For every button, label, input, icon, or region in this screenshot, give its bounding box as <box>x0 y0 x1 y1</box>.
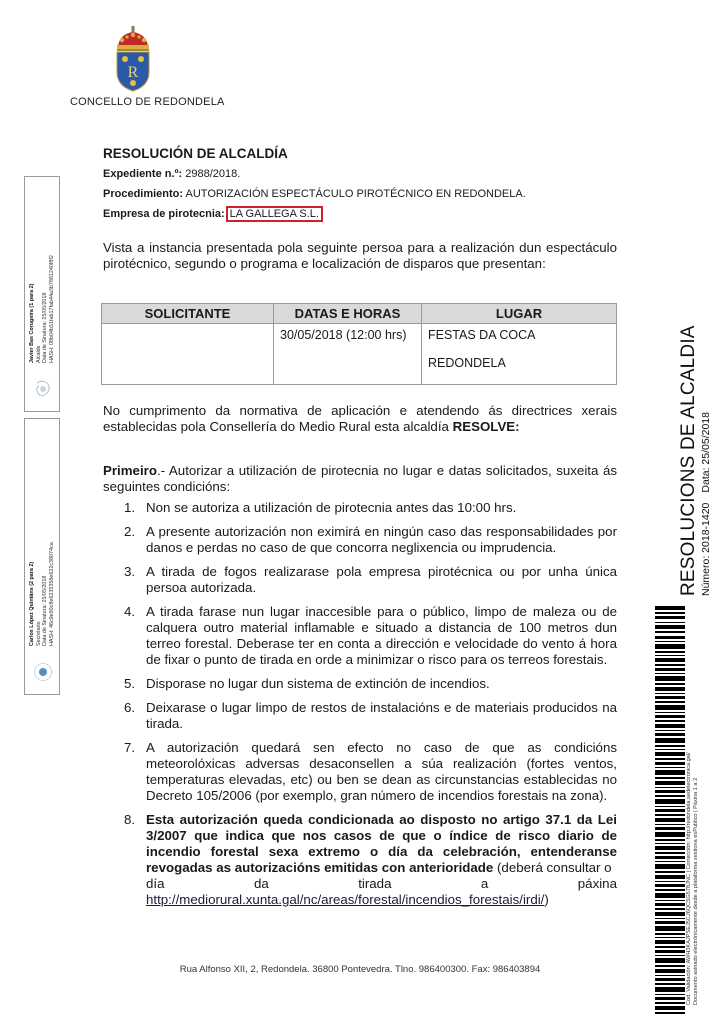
expediente-line <box>103 168 240 180</box>
primeiro-text: .- Autorizar a utilización de pirotecnia no lugar e datas solicitados, suxeita ás seguintes condicións: <box>103 463 617 494</box>
stamp-details <box>700 316 712 596</box>
lugar-line: FESTAS DA COCA <box>428 328 536 342</box>
list-number: 6. <box>124 700 136 715</box>
link-line <box>146 892 617 908</box>
list-number: 5. <box>124 676 136 691</box>
signer-name: Javier Bas Corugeira (1 para 2) <box>29 283 35 363</box>
signer-role: Secretario <box>35 621 42 646</box>
signer-role: Alcalde <box>35 345 42 363</box>
resolve-text: No cumprimento da normativa de aplicación e atendendo ás directrices xerais establecidas pola Consellería do Medio Rural esta alcaldía <box>103 403 617 434</box>
signature-date: Data de Sinatura: 25/05/2018 <box>42 292 49 363</box>
primeiro-label: Primeiro <box>103 463 157 478</box>
resolution-stamp <box>678 316 718 596</box>
column-header-datas: DATAS E HORAS <box>274 304 422 324</box>
footer-address-text: Rua Alfonso XII, 2, Redondela. 36800 Pontevedra. Tlno. 986400300. Fax: 986403894 <box>179 964 541 975</box>
cell-datas: 30/05/2018 (12:00 hrs) <box>274 324 422 385</box>
list-number: 3. <box>124 564 136 579</box>
list-item <box>120 676 617 692</box>
list-number: 4. <box>124 604 136 619</box>
list-number: 7. <box>124 740 136 755</box>
table-row <box>102 324 617 385</box>
signature-hash: HASH: 46c9e90c8e6235358e622c38074ca <box>48 542 55 646</box>
word: da <box>253 876 269 891</box>
procedimiento-value: AUTORIZACIÓN ESPECTÁCULO PIROTÉCNICO EN REDONDELA. <box>185 188 526 200</box>
cell-lugar <box>422 324 617 385</box>
validation-line-2: Documento asinado electrónicamente desde a plataforma xestiona esPublico | Páxina 1 a 2 <box>693 777 699 1005</box>
svg-text:R: R <box>127 64 139 81</box>
stamp-date: Data: 25/05/2018 <box>700 412 712 493</box>
column-header-solicitante: SOLICITANTE <box>102 304 274 324</box>
column-header-lugar: LUGAR <box>422 304 617 324</box>
list-item <box>120 524 617 556</box>
resolve-keyword: RESOLVE: <box>452 419 520 434</box>
word: tirada <box>358 876 392 891</box>
condition-text: A tirada farase nun lugar inaccesible para o público, limpo de maleza ou de calquera outro material inflamable e situado a distancia de 100 metros dun terreo forestal. Deberase ter en conta a dirección e velocidade do vento á hora de fixar o punto de tirada en orde a minimizar o risco para os terreos forestais. <box>146 604 617 667</box>
procedimiento-line <box>103 188 526 200</box>
primeiro-paragraph <box>103 463 617 495</box>
list-item <box>120 740 617 804</box>
list-item <box>120 700 617 732</box>
organization-name: CONCELLO DE REDONDELA <box>70 96 225 108</box>
signature-seal-icon <box>33 377 53 401</box>
coat-of-arms-icon <box>108 26 158 92</box>
signature-box-1 <box>24 176 60 412</box>
condition-text: Non se autoriza a utilización de pirotecnia antes das 10:00 hrs. <box>146 500 517 515</box>
signature-hash: HASH: 08b04b51fab17fab44a3b7881240f8f2 <box>48 255 55 363</box>
cell-solicitante <box>102 324 274 385</box>
word: a <box>480 876 489 891</box>
signer-name: Carlos López Quintáns (2 para 2) <box>29 561 35 646</box>
condition-text: A presente autorización non eximirá en ningún caso das responsabilidades por danos e perdas no caso de que concorra neglixencia ou imprudencia. <box>146 524 617 555</box>
list-number: 8. <box>124 812 136 827</box>
official-seal-icon <box>33 660 53 684</box>
list-number: 1. <box>124 500 136 515</box>
signature-text-1 <box>29 183 57 363</box>
expediente-label: Expediente n.º: <box>103 168 183 180</box>
spread-line <box>146 876 617 892</box>
lugar-line: REDONDELA <box>428 356 506 370</box>
condition-text: (deberá consultar o <box>493 860 612 875</box>
word: día <box>146 876 165 891</box>
condition-text: Disporase no lugar dun sistema de extinción de incendios. <box>146 676 490 691</box>
request-table <box>101 303 617 385</box>
empresa-line <box>103 208 323 220</box>
list-item <box>120 604 617 668</box>
barcode-icon <box>655 606 685 1014</box>
signature-text-2 <box>29 466 57 646</box>
condition-text: Deixarase o lugar limpo de restos de instalacións e de materiais producidos na tirada. <box>146 700 617 731</box>
empresa-label: Empresa de pirotecnia: <box>103 208 225 220</box>
list-item <box>120 564 617 596</box>
list-item <box>120 500 617 516</box>
link-tail: ) <box>544 892 549 907</box>
signature-date: Data de Sinatura: 25/05/2018 <box>42 575 49 646</box>
expediente-value: 2988/2018. <box>185 168 241 180</box>
list-number: 2. <box>124 524 136 539</box>
conditions-list <box>120 500 617 916</box>
list-item <box>120 812 617 908</box>
table-header-row <box>102 304 617 324</box>
procedimiento-label: Procedimiento: <box>103 188 184 200</box>
validation-text <box>686 645 716 1005</box>
word: páxina <box>577 876 617 891</box>
condition-text: A autorización quedará sen efecto no caso de que as condicións meteorolóxicas adversas desaconsellen a súa realización (fortes ventos, temperaturas elevadas, etc) ou ben se dean as circunstancias establecidas no Decreto 105/2006 (por exemplo, gran número de incendios forestais na zona). <box>146 740 617 803</box>
irdi-link[interactable]: http://mediorural.xunta.gal/nc/areas/forestal/incendios_forestais/irdi/ <box>146 892 545 907</box>
condition-bold-text: Esta autorización queda condicionada ao disposto no artigo 37.1 da Lei 3/2007 que indica que nos casos de que o índice de risco diario de incendio forestal sexa extremo o día da celebración, entenderanse revogadas as autorizacións emitidas con anterioridade <box>146 812 617 875</box>
footer-address <box>0 964 720 975</box>
stamp-number: Número: 2018-1420 <box>700 502 712 596</box>
resolve-paragraph <box>103 403 617 435</box>
signature-box-2 <box>24 418 60 695</box>
intro-paragraph: Vista a instancia presentada pola seguinte persoa para a realización dun espectáculo pirotécnico, segundo o programa e localización de disparos que presentan: <box>103 240 617 271</box>
document-title: RESOLUCIÓN DE ALCALDÍA <box>103 146 288 161</box>
empresa-value-highlight: LA GALLEGA S.L. <box>226 206 323 222</box>
stamp-title: RESOLUCIONS DE ALCALDIA <box>678 325 699 596</box>
validation-line-1: Cod. Validación: AWH3KAJPSEJ5CJ6QC5G578JNC | Corrección: http://redondela.sedelectronica.gal/ <box>686 752 692 1005</box>
condition-text: A tirada de fogos realizarase pola empresa pirotécnica ou por unha única persoa autorizada. <box>146 564 617 595</box>
